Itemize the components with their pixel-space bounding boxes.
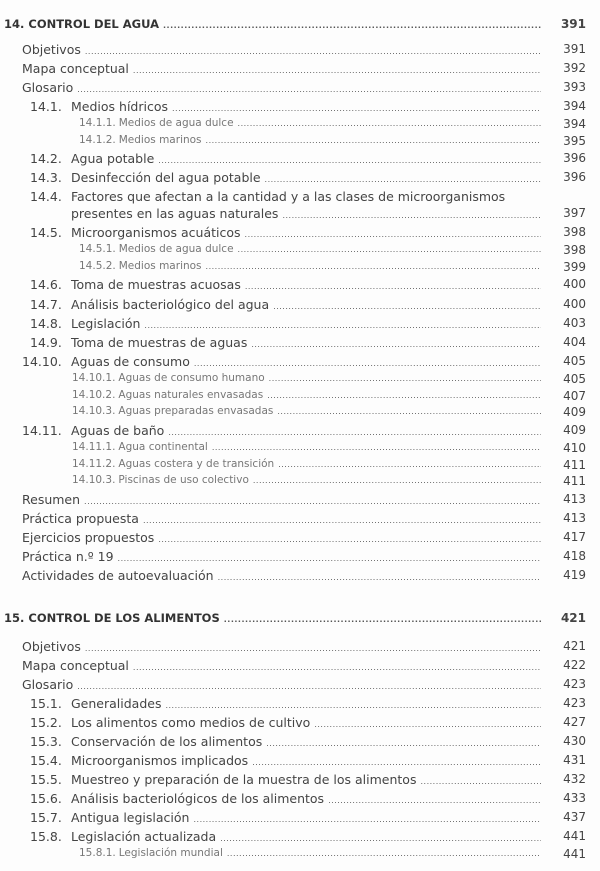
page-number: 431 [563,753,586,767]
page-number: 430 [563,734,586,748]
entry-title: Toma de muestras acuosas [71,277,241,292]
dot-leader [165,701,541,710]
entry-number: 15.5. [30,772,62,787]
entry-title: Aguas de consumo humano [118,372,265,384]
entry-number: 14.8. [30,316,62,331]
page-number: 433 [563,791,586,805]
entry-number: 14.10. [22,354,62,369]
dot-leader [278,460,541,469]
dot-leader [158,156,541,165]
dot-leader [206,262,541,271]
entry-number: 14.7. [30,297,62,312]
entry-title: Objetivos [22,42,81,57]
entry-title: Agua potable [71,151,155,166]
page-number: 400 [563,277,586,291]
dot-leader [194,359,541,368]
dot-leader [269,374,541,383]
entry-number: 14.5.1. [79,243,116,255]
entry-title: Medios marinos [118,260,202,272]
page-number: 409 [563,423,586,437]
page-number: 409 [563,405,586,419]
entry-title: Aguas costera y de transición [118,458,275,470]
page-number: 398 [563,225,586,239]
page-number: 391 [560,17,586,31]
entry-title: Medios hídricos [71,99,168,114]
entry-number: 14.11.1. [72,441,116,453]
dot-leader [212,443,541,452]
entry-title: Mapa conceptual [22,658,129,673]
entry-number: 15.8.1. [79,847,116,859]
dot-leader [206,136,541,145]
entry-title: Desinfección del agua potable [71,170,261,185]
page-number: 411 [563,474,586,488]
page-number: 391 [563,42,586,56]
entry-number: 14.4. [30,189,62,204]
dot-leader [245,282,541,291]
dot-leader [267,391,541,400]
page-number: 396 [563,170,586,184]
dot-leader [420,777,541,786]
entry-number: 15.8. [30,829,62,844]
entry-number: 14. [4,17,25,31]
entry-title: Análisis bacteriológicos de los alimentos [71,791,325,806]
entry-number: 14.10.2. [72,389,116,401]
dot-leader [144,321,541,330]
dot-leader [133,66,541,75]
entry-title: Medios de agua dulce [118,243,234,255]
page-number: 393 [563,80,586,94]
dot-leader [282,211,541,220]
dot-leader [77,682,541,691]
entry-title: Mapa conceptual [22,61,129,76]
dot-leader [193,815,541,824]
dot-leader [85,644,541,653]
page-number: 441 [563,829,586,843]
entry-number: 14.2. [30,151,62,166]
entry-number: 14.11. [22,423,62,438]
entry-title: Legislación [71,316,141,331]
dot-leader [252,758,541,767]
page-number: 427 [563,715,586,729]
entry-title: Medios marinos [118,134,202,146]
entry-title: Aguas naturales envasadas [118,389,264,401]
entry-number: 15.2. [30,715,62,730]
dot-leader [251,340,541,349]
entry-title: presentes en las aguas naturales [71,206,279,221]
entry-number: 14.9. [30,335,62,350]
entry-title: Práctica n.º 19 [22,549,114,564]
page-number: 421 [560,611,586,625]
entry-title: Muestreo y preparación de la muestra de los alimentos [71,772,417,787]
entry-number: 15.7. [30,810,62,825]
dot-leader [265,175,541,184]
entry-title: Glosario [22,80,74,95]
dot-leader [168,428,541,437]
page-number: 400 [563,297,586,311]
page-number: 392 [563,61,586,75]
entry-title: Actividades de autoevaluación [22,568,214,583]
dot-leader [158,535,541,544]
dot-leader [224,615,541,624]
page-number: 421 [563,639,586,653]
dot-leader [238,119,541,128]
page-number: 413 [563,511,586,525]
dot-leader [172,104,541,113]
dot-leader [77,85,541,94]
entry-title: Medios de agua dulce [118,117,234,129]
entry-number: 14.11.2. [72,458,116,470]
entry-number: 15.6. [30,791,62,806]
entry-title: CONTROL DE LOS ALIMENTOS [28,611,220,625]
entry-title: Piscinas de uso colectivo [118,474,249,486]
dot-leader [118,554,541,563]
dot-leader [314,720,541,729]
page-number: 394 [563,99,586,113]
entry-number: 15.3. [30,734,62,749]
dot-leader [143,516,541,525]
entry-title: Ejercicios propuestos [22,530,155,545]
entry-number: 14.3. [30,170,62,185]
page-number: 410 [563,441,586,455]
page-number: 404 [563,335,586,349]
page-number: 403 [563,316,586,330]
entry-title: Análisis bacteriológico del agua [71,297,270,312]
dot-leader [227,849,541,858]
dot-leader [273,302,541,311]
dot-leader [133,663,541,672]
entry-title: Los alimentos como medios de cultivo [71,715,311,730]
entry-title: Aguas de consumo [71,354,190,369]
page-number: 418 [563,549,586,563]
entry-number: 15.4. [30,753,62,768]
entry-title: Toma de muestras de aguas [71,335,248,350]
page-number: 407 [563,389,586,403]
entry-title: Resumen [22,492,81,507]
dot-leader [163,21,541,30]
entry-number: 15. [4,611,25,625]
entry-title: Agua continental [118,441,208,453]
page-number: 417 [563,530,586,544]
page-number: 405 [563,372,586,386]
entry-title: Aguas preparadas envasadas [118,405,274,417]
page-number: 405 [563,354,586,368]
entry-title: Conservación de los alimentos [71,734,263,749]
entry-title: CONTROL DEL AGUA [28,17,159,31]
page-number: 397 [563,206,586,220]
entry-number: 14.5.2. [79,260,116,272]
page-number: 398 [563,243,586,257]
dot-leader [328,796,541,805]
page-number: 395 [563,134,586,148]
page-number: 423 [563,677,586,691]
entry-number: 14.1.2. [79,134,116,146]
dot-leader [85,47,541,56]
entry-number: 14.5. [30,225,62,240]
entry-title: Práctica propuesta [22,511,139,526]
entry-title: Objetivos [22,639,81,654]
dot-leader [220,834,541,843]
dot-leader [277,407,541,416]
dot-leader [84,497,541,506]
entry-title: Microorganismos acuáticos [71,225,241,240]
dot-leader [266,739,541,748]
entry-title: Glosario [22,677,74,692]
entry-title: Microorganismos implicados [71,753,249,768]
entry-number: 14.10.1. [72,372,116,384]
page-number: 394 [563,117,586,131]
entry-title: Generalidades [71,696,162,711]
page-number: 432 [563,772,586,786]
entry-number: 15.1. [30,696,62,711]
entry-title: Factores que afectan a la cantidad y a las clases de microorganismos [71,189,506,204]
dot-leader [218,573,541,582]
page-number: 396 [563,151,586,165]
entry-number: 14.1.1. [79,117,116,129]
entry-number: 14.10.3. [72,474,116,486]
dot-leader [245,230,541,239]
entry-title: Aguas de baño [71,423,165,438]
entry-title: Antigua legislación [71,810,190,825]
entry-title: Legislación actualizada [71,829,217,844]
page-number: 441 [563,847,586,861]
page-number: 423 [563,696,586,710]
page-number: 399 [563,260,586,274]
entry-number: 14.1. [30,99,62,114]
dot-leader [253,476,541,485]
page-number: 411 [563,458,586,472]
page-number: 413 [563,492,586,506]
page-number: 419 [563,568,586,582]
entry-number: 14.10.3. [72,405,116,417]
entry-number: 14.6. [30,277,62,292]
dot-leader [238,245,541,254]
page-number: 437 [563,810,586,824]
page-number: 422 [563,658,586,672]
entry-title: Legislación mundial [118,847,223,859]
